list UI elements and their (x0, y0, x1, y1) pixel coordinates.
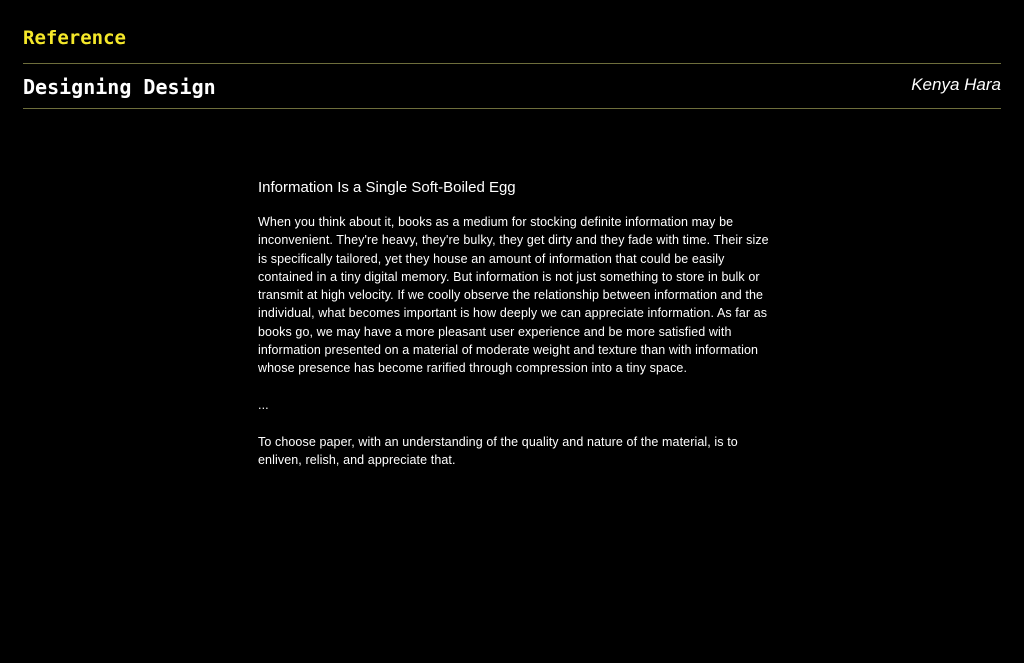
book-author: Kenya Hara (911, 75, 1001, 94)
article-heading: Information Is a Single Soft-Boiled Egg (258, 179, 516, 196)
article-ellipsis: ... (258, 397, 269, 412)
article-paragraph: When you think about it, books as a medium for stocking definite information may be inconvenient. They're heavy, they're bulky, they get dirty and they fade with time. Their size is specifically tailored, yet they house an amount of information that could be easily contained in a tiny digital memory. But information is not just something to store in bulk or transmit at high velocity. If we coolly observe the relationship between information and the individual, what becomes important is how deeply we can appreciate information. As far as books go, we may have a more pleasant user experience and be more satisfied with information presented on a material of moderate weight and texture than with information whose presence has become rarified through compression into a tiny space. (258, 215, 769, 376)
section-label: Reference (23, 27, 126, 49)
book-header (23, 64, 1001, 108)
article-excerpt (258, 177, 778, 487)
article-paragraph: To choose paper, with an understanding of the quality and nature of the material, is to enliven, relish, and appreciate that. (258, 434, 738, 467)
book-title: Designing Design (23, 75, 216, 99)
bottom-divider (23, 108, 1001, 109)
